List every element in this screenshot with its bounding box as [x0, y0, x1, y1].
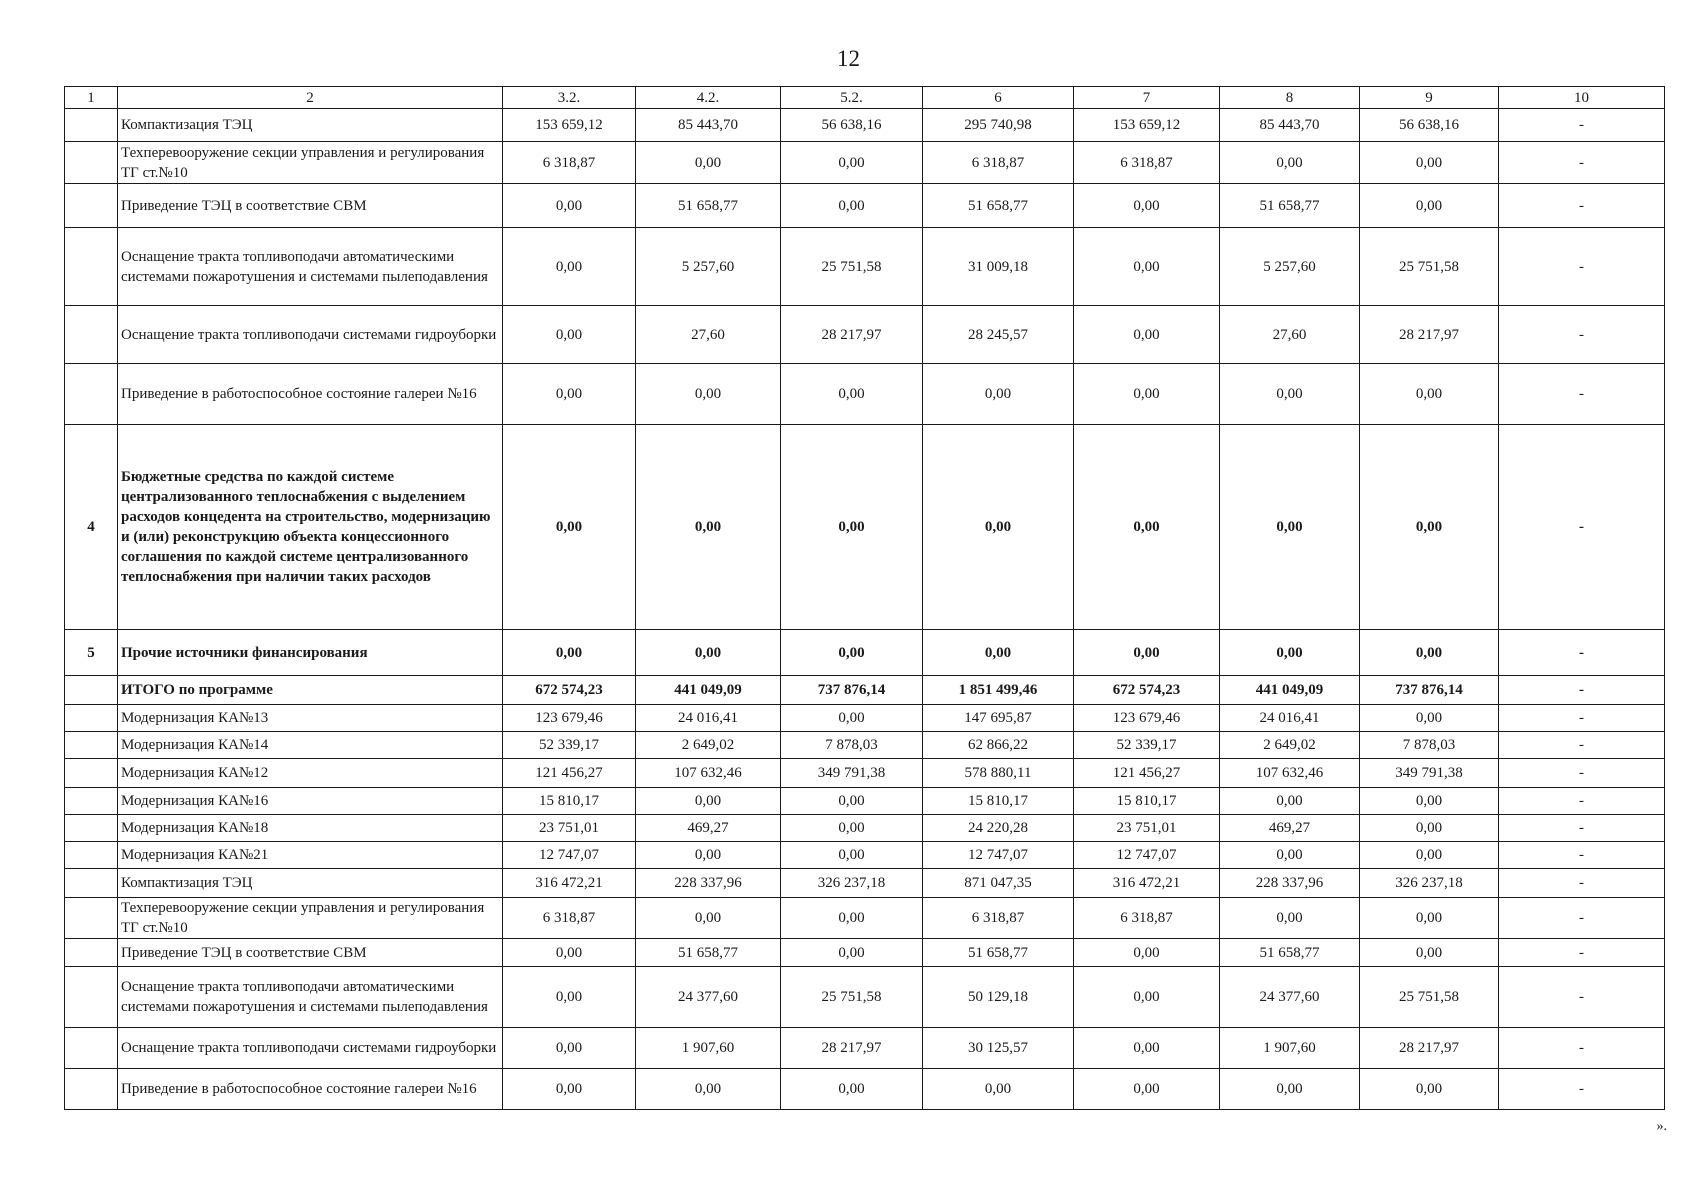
- value-cell: 0,00: [781, 630, 923, 676]
- table-row: [65, 109, 1665, 142]
- row-number-cell: [65, 898, 118, 939]
- row-name-cell: Техперевооружение секции управления и регулирования ТГ ст.№10: [118, 898, 503, 939]
- row-name-cell: Оснащение тракта топливоподачи системами гидроуборки: [118, 306, 503, 364]
- value-cell: 349 791,38: [781, 759, 923, 788]
- value-cell: 0,00: [1220, 842, 1360, 869]
- table-row: [65, 759, 1665, 788]
- closing-quote-mark: ».: [1656, 1119, 1667, 1134]
- value-cell: 51 658,77: [1220, 184, 1360, 228]
- value-cell: 107 632,46: [1220, 759, 1360, 788]
- table-row: [65, 939, 1665, 967]
- value-cell: -: [1499, 705, 1665, 732]
- value-cell: 25 751,58: [1360, 967, 1499, 1028]
- value-cell: 316 472,21: [1074, 869, 1220, 898]
- value-cell: 51 658,77: [923, 939, 1074, 967]
- value-cell: -: [1499, 869, 1665, 898]
- value-cell: 0,00: [636, 630, 781, 676]
- value-cell: 0,00: [1074, 939, 1220, 967]
- value-cell: -: [1499, 842, 1665, 869]
- value-cell: 0,00: [636, 142, 781, 184]
- value-cell: 6 318,87: [1074, 142, 1220, 184]
- value-cell: -: [1499, 630, 1665, 676]
- row-number-cell: [65, 869, 118, 898]
- value-cell: 25 751,58: [781, 967, 923, 1028]
- value-cell: 0,00: [1360, 425, 1499, 630]
- value-cell: -: [1499, 142, 1665, 184]
- value-cell: 0,00: [923, 1069, 1074, 1110]
- value-cell: 0,00: [636, 898, 781, 939]
- value-cell: -: [1499, 676, 1665, 705]
- table-row: [65, 898, 1665, 939]
- value-cell: 0,00: [1360, 898, 1499, 939]
- value-cell: 147 695,87: [923, 705, 1074, 732]
- value-cell: 0,00: [781, 184, 923, 228]
- value-cell: 737 876,14: [781, 676, 923, 705]
- value-cell: 0,00: [1360, 1069, 1499, 1110]
- row-number-cell: [65, 705, 118, 732]
- value-cell: 871 047,35: [923, 869, 1074, 898]
- value-cell: 123 679,46: [1074, 705, 1220, 732]
- row-name-cell: Модернизация КА№18: [118, 815, 503, 842]
- value-cell: -: [1499, 1028, 1665, 1069]
- value-cell: 0,00: [503, 184, 636, 228]
- value-cell: 51 658,77: [923, 184, 1074, 228]
- value-cell: 469,27: [636, 815, 781, 842]
- row-name-cell: Оснащение тракта топливоподачи автоматическими системами пожаротушения и системами пылеподавления: [118, 228, 503, 306]
- value-cell: 6 318,87: [503, 898, 636, 939]
- value-cell: 0,00: [1074, 184, 1220, 228]
- value-cell: 228 337,96: [636, 869, 781, 898]
- row-name-cell: Приведение ТЭЦ в соответствие СВМ: [118, 184, 503, 228]
- value-cell: 28 217,97: [1360, 306, 1499, 364]
- value-cell: 24 377,60: [636, 967, 781, 1028]
- value-cell: 0,00: [923, 630, 1074, 676]
- value-cell: -: [1499, 759, 1665, 788]
- row-name-cell: ИТОГО по программе: [118, 676, 503, 705]
- value-cell: 0,00: [781, 425, 923, 630]
- value-cell: 0,00: [781, 142, 923, 184]
- value-cell: 0,00: [1074, 364, 1220, 425]
- value-cell: 0,00: [781, 705, 923, 732]
- row-number-cell: [65, 1069, 118, 1110]
- table-row: [65, 815, 1665, 842]
- value-cell: -: [1499, 898, 1665, 939]
- value-cell: 0,00: [636, 1069, 781, 1110]
- row-number-cell: 5: [65, 630, 118, 676]
- value-cell: 153 659,12: [503, 109, 636, 142]
- value-cell: 0,00: [503, 630, 636, 676]
- value-cell: 0,00: [503, 1069, 636, 1110]
- value-cell: 24 220,28: [923, 815, 1074, 842]
- row-number-cell: [65, 228, 118, 306]
- value-cell: 52 339,17: [1074, 732, 1220, 759]
- value-cell: 0,00: [781, 842, 923, 869]
- value-cell: -: [1499, 306, 1665, 364]
- column-header: 3.2.: [503, 87, 636, 109]
- page-number: 12: [837, 46, 860, 71]
- value-cell: 0,00: [1360, 842, 1499, 869]
- value-cell: -: [1499, 1069, 1665, 1110]
- value-cell: 31 009,18: [923, 228, 1074, 306]
- value-cell: 469,27: [1220, 815, 1360, 842]
- row-number-cell: [65, 364, 118, 425]
- row-number-cell: [65, 788, 118, 815]
- row-name-cell: Приведение в работоспособное состояние галереи №16: [118, 1069, 503, 1110]
- value-cell: 0,00: [636, 842, 781, 869]
- value-cell: 28 245,57: [923, 306, 1074, 364]
- value-cell: 12 747,07: [503, 842, 636, 869]
- value-cell: 441 049,09: [636, 676, 781, 705]
- value-cell: 0,00: [1074, 425, 1220, 630]
- table-row: [65, 425, 1665, 630]
- table-body: [65, 87, 1665, 1110]
- value-cell: 52 339,17: [503, 732, 636, 759]
- value-cell: 12 747,07: [923, 842, 1074, 869]
- value-cell: 0,00: [781, 1069, 923, 1110]
- value-cell: 24 377,60: [1220, 967, 1360, 1028]
- value-cell: 0,00: [503, 364, 636, 425]
- value-cell: 123 679,46: [503, 705, 636, 732]
- value-cell: 0,00: [1074, 1028, 1220, 1069]
- value-cell: 578 880,11: [923, 759, 1074, 788]
- value-cell: 28 217,97: [1360, 1028, 1499, 1069]
- value-cell: 56 638,16: [1360, 109, 1499, 142]
- value-cell: -: [1499, 425, 1665, 630]
- value-cell: 0,00: [1360, 184, 1499, 228]
- value-cell: -: [1499, 364, 1665, 425]
- column-header: 1: [65, 87, 118, 109]
- value-cell: 441 049,09: [1220, 676, 1360, 705]
- value-cell: 0,00: [1360, 630, 1499, 676]
- financing-table: [64, 86, 1665, 1110]
- value-cell: 7 878,03: [781, 732, 923, 759]
- value-cell: 0,00: [503, 939, 636, 967]
- value-cell: 0,00: [781, 815, 923, 842]
- value-cell: 7 878,03: [1360, 732, 1499, 759]
- value-cell: 326 237,18: [781, 869, 923, 898]
- value-cell: 23 751,01: [1074, 815, 1220, 842]
- value-cell: 0,00: [1360, 364, 1499, 425]
- value-cell: 672 574,23: [1074, 676, 1220, 705]
- row-number-cell: [65, 842, 118, 869]
- value-cell: 15 810,17: [923, 788, 1074, 815]
- table-row: [65, 228, 1665, 306]
- column-header: 9: [1360, 87, 1499, 109]
- value-cell: 0,00: [1360, 142, 1499, 184]
- value-cell: 0,00: [503, 425, 636, 630]
- row-name-cell: Компактизация ТЭЦ: [118, 109, 503, 142]
- table-row: [65, 842, 1665, 869]
- value-cell: -: [1499, 732, 1665, 759]
- row-number-cell: [65, 1028, 118, 1069]
- row-number-cell: [65, 939, 118, 967]
- value-cell: 6 318,87: [923, 142, 1074, 184]
- row-number-cell: 4: [65, 425, 118, 630]
- column-header: 4.2.: [636, 87, 781, 109]
- row-number-cell: [65, 967, 118, 1028]
- row-name-cell: Модернизация КА№21: [118, 842, 503, 869]
- row-name-cell: Компактизация ТЭЦ: [118, 869, 503, 898]
- row-name-cell: Модернизация КА№16: [118, 788, 503, 815]
- column-header: 2: [118, 87, 503, 109]
- value-cell: 0,00: [503, 967, 636, 1028]
- value-cell: -: [1499, 228, 1665, 306]
- value-cell: 121 456,27: [503, 759, 636, 788]
- value-cell: 6 318,87: [503, 142, 636, 184]
- table-row: [65, 967, 1665, 1028]
- table-row: [65, 869, 1665, 898]
- row-number-cell: [65, 815, 118, 842]
- row-name-cell: Модернизация КА№13: [118, 705, 503, 732]
- row-name-cell: Техперевооружение секции управления и регулирования ТГ ст.№10: [118, 142, 503, 184]
- column-header: 5.2.: [781, 87, 923, 109]
- row-number-cell: [65, 676, 118, 705]
- value-cell: -: [1499, 109, 1665, 142]
- value-cell: 0,00: [1074, 1069, 1220, 1110]
- value-cell: 85 443,70: [1220, 109, 1360, 142]
- value-cell: 0,00: [636, 364, 781, 425]
- row-number-cell: [65, 142, 118, 184]
- value-cell: 51 658,77: [636, 184, 781, 228]
- value-cell: 0,00: [781, 939, 923, 967]
- table-row: [65, 788, 1665, 815]
- value-cell: 27,60: [1220, 306, 1360, 364]
- value-cell: 0,00: [1360, 788, 1499, 815]
- value-cell: 2 649,02: [1220, 732, 1360, 759]
- value-cell: 0,00: [1220, 788, 1360, 815]
- value-cell: 0,00: [1074, 967, 1220, 1028]
- value-cell: 0,00: [781, 898, 923, 939]
- value-cell: -: [1499, 815, 1665, 842]
- value-cell: 0,00: [1220, 898, 1360, 939]
- column-header: 10: [1499, 87, 1665, 109]
- value-cell: 62 866,22: [923, 732, 1074, 759]
- value-cell: 737 876,14: [1360, 676, 1499, 705]
- table-row: [65, 184, 1665, 228]
- value-cell: 349 791,38: [1360, 759, 1499, 788]
- table-row: [65, 1069, 1665, 1110]
- value-cell: 23 751,01: [503, 815, 636, 842]
- value-cell: 0,00: [1360, 705, 1499, 732]
- value-cell: 24 016,41: [636, 705, 781, 732]
- value-cell: 0,00: [636, 788, 781, 815]
- value-cell: -: [1499, 939, 1665, 967]
- value-cell: 1 907,60: [636, 1028, 781, 1069]
- table-row: [65, 1028, 1665, 1069]
- value-cell: 15 810,17: [503, 788, 636, 815]
- value-cell: 0,00: [923, 364, 1074, 425]
- value-cell: 0,00: [781, 364, 923, 425]
- value-cell: 51 658,77: [636, 939, 781, 967]
- value-cell: 28 217,97: [781, 306, 923, 364]
- table-row: [65, 732, 1665, 759]
- table-row: [65, 705, 1665, 732]
- value-cell: 50 129,18: [923, 967, 1074, 1028]
- value-cell: 0,00: [1074, 228, 1220, 306]
- row-name-cell: Модернизация КА№14: [118, 732, 503, 759]
- value-cell: 228 337,96: [1220, 869, 1360, 898]
- value-cell: 672 574,23: [503, 676, 636, 705]
- value-cell: 2 649,02: [636, 732, 781, 759]
- value-cell: 0,00: [503, 228, 636, 306]
- row-number-cell: [65, 759, 118, 788]
- value-cell: 0,00: [1220, 142, 1360, 184]
- value-cell: 0,00: [503, 306, 636, 364]
- value-cell: 295 740,98: [923, 109, 1074, 142]
- table-row: [65, 630, 1665, 676]
- table-row: [65, 676, 1665, 705]
- value-cell: 316 472,21: [503, 869, 636, 898]
- value-cell: 5 257,60: [1220, 228, 1360, 306]
- value-cell: -: [1499, 184, 1665, 228]
- row-name-cell: Модернизация КА№12: [118, 759, 503, 788]
- value-cell: 1 851 499,46: [923, 676, 1074, 705]
- value-cell: 51 658,77: [1220, 939, 1360, 967]
- value-cell: 56 638,16: [781, 109, 923, 142]
- value-cell: 27,60: [636, 306, 781, 364]
- value-cell: 0,00: [503, 1028, 636, 1069]
- header-row: [65, 87, 1665, 109]
- value-cell: 153 659,12: [1074, 109, 1220, 142]
- value-cell: 6 318,87: [1074, 898, 1220, 939]
- row-number-cell: [65, 732, 118, 759]
- value-cell: 24 016,41: [1220, 705, 1360, 732]
- value-cell: 85 443,70: [636, 109, 781, 142]
- row-number-cell: [65, 184, 118, 228]
- column-header: 7: [1074, 87, 1220, 109]
- row-number-cell: [65, 109, 118, 142]
- table-row: [65, 142, 1665, 184]
- row-name-cell: Прочие источники финансирования: [118, 630, 503, 676]
- value-cell: 28 217,97: [781, 1028, 923, 1069]
- value-cell: 0,00: [1074, 306, 1220, 364]
- row-name-cell: Приведение в работоспособное состояние галереи №16: [118, 364, 503, 425]
- value-cell: 326 237,18: [1360, 869, 1499, 898]
- value-cell: -: [1499, 788, 1665, 815]
- value-cell: 0,00: [1220, 364, 1360, 425]
- value-cell: 0,00: [1220, 425, 1360, 630]
- value-cell: 0,00: [636, 425, 781, 630]
- value-cell: 121 456,27: [1074, 759, 1220, 788]
- row-name-cell: Приведение ТЭЦ в соответствие СВМ: [118, 939, 503, 967]
- column-header: 8: [1220, 87, 1360, 109]
- value-cell: 12 747,07: [1074, 842, 1220, 869]
- value-cell: 0,00: [1360, 939, 1499, 967]
- row-name-cell: Бюджетные средства по каждой системе централизованного теплоснабжения с выделением расходов концедента на строительство, модернизацию и (или) реконструкцию объекта концессионного соглашения по каждой системе централизованного теплоснабжения при наличии таких расходов: [118, 425, 503, 630]
- value-cell: 25 751,58: [1360, 228, 1499, 306]
- value-cell: -: [1499, 967, 1665, 1028]
- value-cell: 0,00: [781, 788, 923, 815]
- value-cell: 107 632,46: [636, 759, 781, 788]
- table-row: [65, 306, 1665, 364]
- value-cell: 15 810,17: [1074, 788, 1220, 815]
- row-name-cell: Оснащение тракта топливоподачи автоматическими системами пожаротушения и системами пылеподавления: [118, 967, 503, 1028]
- value-cell: 0,00: [923, 425, 1074, 630]
- value-cell: 0,00: [1220, 630, 1360, 676]
- value-cell: 0,00: [1360, 815, 1499, 842]
- value-cell: 1 907,60: [1220, 1028, 1360, 1069]
- row-number-cell: [65, 306, 118, 364]
- value-cell: 0,00: [1220, 1069, 1360, 1110]
- value-cell: 25 751,58: [781, 228, 923, 306]
- table-row: [65, 364, 1665, 425]
- value-cell: 6 318,87: [923, 898, 1074, 939]
- value-cell: 30 125,57: [923, 1028, 1074, 1069]
- value-cell: 0,00: [1074, 630, 1220, 676]
- value-cell: 5 257,60: [636, 228, 781, 306]
- row-name-cell: Оснащение тракта топливоподачи системами гидроуборки: [118, 1028, 503, 1069]
- column-header: 6: [923, 87, 1074, 109]
